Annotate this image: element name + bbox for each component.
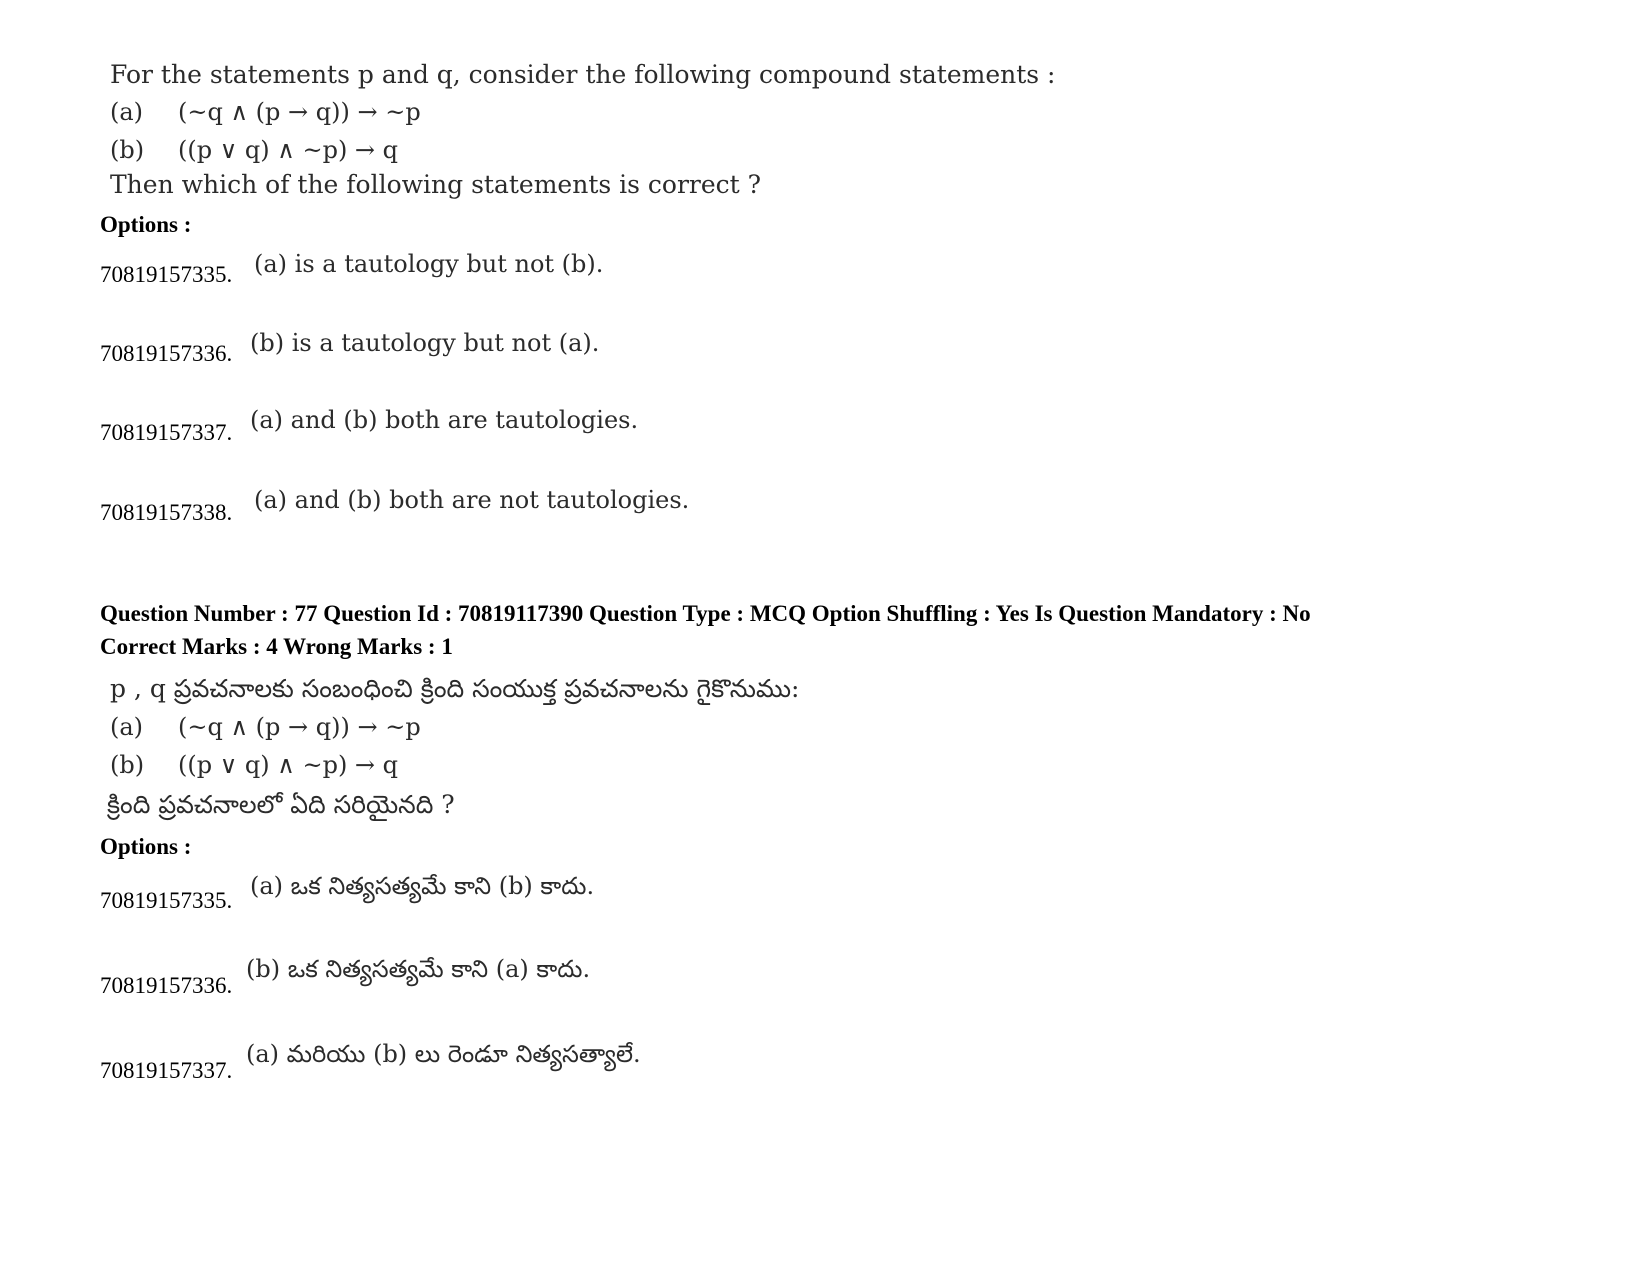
option-id: 70819157335.	[100, 888, 233, 913]
option-id: 70819157338.	[100, 500, 233, 525]
option-text: (b) ఒక నిత్యసత్యమే కాని (a) కాదు.	[246, 955, 591, 983]
marks-meta: Correct Marks : 4 Wrong Marks : 1	[100, 634, 453, 659]
statement-b	[110, 751, 398, 779]
option-text: (a) is a tautology but not (b).	[254, 250, 604, 278]
statement-label: (b)	[110, 136, 145, 164]
option-text: (a) and (b) both are tautologies.	[250, 406, 639, 434]
option-id: 70819157337.	[100, 1058, 233, 1083]
question-prompt: క్రింది ప్రవచనాలలో ఏది సరియైనది ?	[107, 790, 455, 819]
option-text: (a) మరియు (b) లు రెండూ నిత్యసత్యాలే.	[246, 1040, 641, 1068]
statement-expression: (~q ∧ (p → q)) → ~p	[178, 98, 421, 126]
option-text: (b) is a tautology but not (a).	[250, 329, 600, 357]
statement-a	[110, 713, 421, 741]
option-id: 70819157336.	[100, 973, 233, 998]
question-stem: For the statements p and q, consider the following compound statements :	[110, 60, 1056, 89]
statement-expression: ((p ∨ q) ∧ ~p) → q	[178, 751, 399, 779]
question-meta: Question Number : 77 Question Id : 70819117390 Question Type : MCQ Option Shuffling : Yes Is Question Mandatory : No	[100, 601, 1311, 626]
statement-label: (b)	[110, 751, 145, 779]
option-text: (a) ఒక నిత్యసత్యమే కాని (b) కాదు.	[250, 872, 595, 900]
statement-a	[110, 98, 421, 126]
question-stem: p , q ప్రవచనాలకు సంబంధించి క్రింది సంయుక్త ప్రవచనాలను గైకొనుము:	[110, 674, 800, 703]
option-text: (a) and (b) both are not tautologies.	[254, 486, 690, 514]
statement-b	[110, 136, 398, 164]
options-heading: Options :	[100, 834, 192, 859]
statement-label: (a)	[110, 713, 144, 741]
statement-expression: ((p ∨ q) ∧ ~p) → q	[178, 136, 399, 164]
statement-label: (a)	[110, 98, 144, 126]
option-id: 70819157335.	[100, 262, 233, 287]
options-heading: Options :	[100, 212, 192, 237]
option-id: 70819157336.	[100, 341, 233, 366]
question-prompt: Then which of the following statements is correct ?	[110, 170, 762, 199]
option-id: 70819157337.	[100, 420, 233, 445]
statement-expression: (~q ∧ (p → q)) → ~p	[178, 713, 421, 741]
